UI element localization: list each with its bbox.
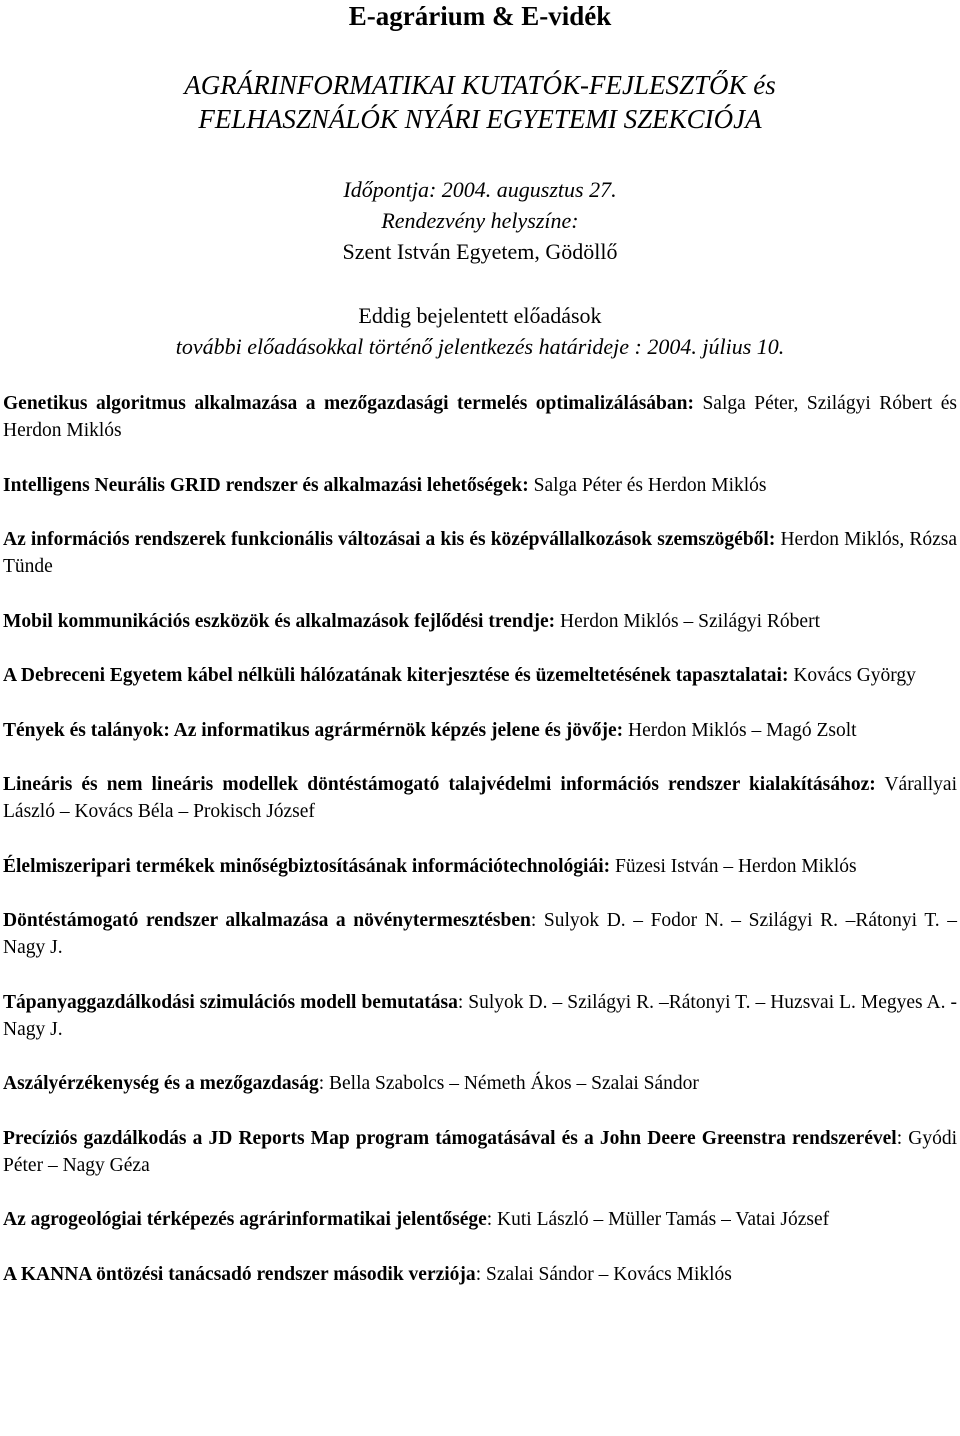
lecture-title: Tények és talányok: Az informatikus agrármérnök képzés jelene és jövője: — [3, 719, 624, 741]
lecture-item — [3, 771, 957, 825]
lecture-title: Genetikus algoritmus alkalmazása a mezőgazdasági termelés optimalizálásában: — [3, 393, 694, 414]
lecture-authors: : Gyódi Péter – Nagy Géza — [3, 1127, 957, 1176]
lecture-item — [3, 1125, 957, 1179]
event-date: Időpontja: 2004. augusztus 27. — [343, 177, 617, 202]
lecture-title: Intelligens Neurális GRID rendszer és alkalmazási lehetőségek: — [3, 474, 529, 496]
subtitle-line: FELHASZNÁLÓK NYÁRI EGYETEMI SZEKCIÓJA — [198, 104, 762, 134]
lecture-title: Az információs rendszerek funkcionális változásai a kis és középvállalkozások szemszögéből: — [3, 529, 776, 550]
lecture-title: Döntéstámogató rendszer alkalmazása a növénytermesztésben — [3, 910, 531, 931]
lecture-title: Élelmiszeripari termékek minőségbiztosításának információtechnológiái: — [3, 855, 611, 877]
venue-name: Szent István Egyetem, Gödöllő — [342, 239, 618, 264]
announcement — [0, 300, 960, 362]
lecture-title: Aszályérzékenység és a mezőgazdaság — [3, 1073, 319, 1094]
lecture-item — [3, 390, 957, 444]
lecture-authors: : Sulyok D. – Fodor N. – Szilágyi R. –Rátonyi T. – Nagy J. — [3, 910, 957, 958]
lecture-title: A Debreceni Egyetem kábel nélküli hálózatának kiterjesztése és üzemeltetésének tapasztalatai: — [3, 665, 789, 686]
lecture-title: Precíziós gazdálkodás a JD Reports Map program támogatásával és a John Deere Greenstra rendszerével — [3, 1127, 897, 1149]
lecture-item — [3, 472, 957, 499]
announcement-heading: Eddig bejelentett előadások — [358, 303, 602, 328]
venue-label: Rendezvény helyszíne: — [381, 208, 579, 233]
lecture-item — [3, 526, 957, 580]
lecture-title: Tápanyaggazdálkodási szimulációs modell bemutatása — [3, 991, 458, 1013]
lecture-authors: Várallyai László – Kovács Béla – Prokisch József — [3, 774, 957, 822]
lecture-title: Mobil kommunikációs eszközök és alkalmazások fejlődési trendje: — [3, 610, 556, 632]
lecture-title: Az agrogeológiai térképezés agrárinformatikai jelentősége — [3, 1209, 487, 1230]
lecture-authors: Herdon Miklós, Rózsa Tünde — [3, 529, 957, 577]
lecture-list — [3, 390, 957, 1315]
lecture-authors: Salga Péter és Herdon Miklós — [533, 474, 767, 496]
lecture-item — [3, 717, 957, 744]
lecture-authors: : Szalai Sándor – Kovács Miklós — [475, 1263, 732, 1285]
subtitle-line: AGRÁRINFORMATIKAI KUTATÓK-FEJLESZTŐK és — [184, 70, 776, 100]
lecture-item — [3, 608, 957, 635]
lecture-title: A KANNA öntözési tanácsadó rendszer második verziója — [3, 1263, 476, 1285]
lecture-authors: Herdon Miklós – Szilágyi Róbert — [560, 610, 820, 632]
lecture-item — [3, 853, 957, 880]
lecture-authors: Kovács György — [793, 665, 916, 686]
lecture-authors: : Sulyok D. – Szilágyi R. –Rátonyi T. – Huzsvai L. Megyes A. - Nagy J. — [3, 991, 957, 1040]
page-subtitle — [0, 68, 960, 136]
event-info — [0, 174, 960, 267]
lecture-item — [3, 662, 957, 689]
lecture-item — [3, 1261, 957, 1288]
lecture-item — [3, 1206, 957, 1233]
lecture-item — [3, 907, 957, 961]
lecture-authors: : Kuti László – Müller Tamás – Vatai József — [486, 1209, 830, 1230]
registration-deadline: további előadásokkal történő jelentkezés határideje : 2004. július 10. — [175, 334, 785, 359]
lecture-authors: Salga Péter, Szilágyi Róbert és Herdon Miklós — [3, 393, 957, 441]
lecture-item — [3, 989, 957, 1043]
lecture-authors: Füzesi István – Herdon Miklós — [615, 855, 857, 877]
page-title: E-agrárium & E-vidék — [348, 1, 612, 31]
lecture-authors: : Bella Szabolcs – Németh Ákos – Szalai Sándor — [318, 1073, 699, 1094]
lecture-item — [3, 1070, 957, 1097]
lecture-title: Lineáris és nem lineáris modellek döntéstámogató talajvédelmi információs rendszer kialakításához: — [3, 774, 876, 795]
lecture-authors: Herdon Miklós – Magó Zsolt — [628, 719, 857, 741]
